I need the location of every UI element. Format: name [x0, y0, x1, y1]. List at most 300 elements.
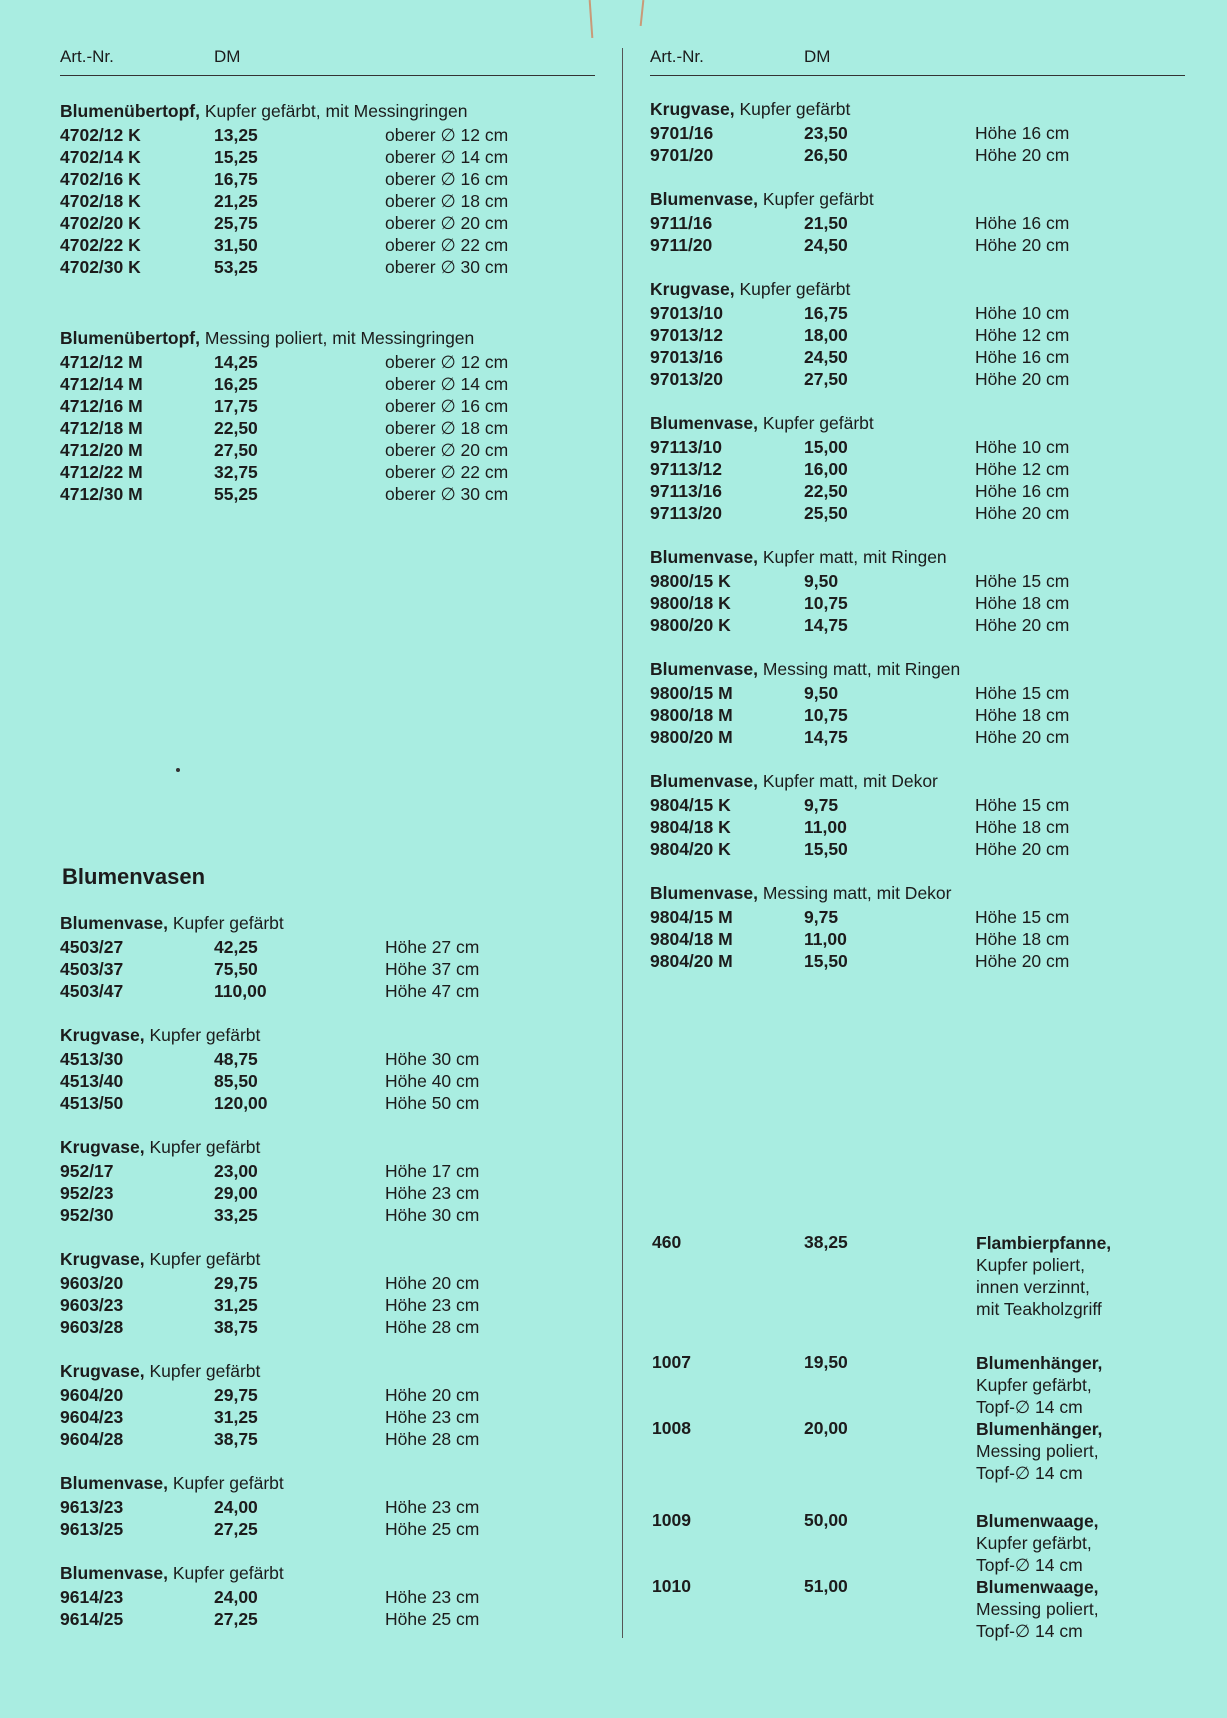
artnr-header: Art.-Nr.	[650, 47, 704, 66]
size-spec: Höhe 10 cm	[975, 303, 1070, 323]
product-row	[650, 436, 1185, 458]
section-title	[650, 412, 1185, 434]
size-spec: oberer ∅ 14 cm	[385, 374, 509, 394]
section-title-material: Kupfer matt, mit Ringen	[757, 547, 947, 567]
price: 31,25	[214, 1407, 258, 1427]
section-title-product: Blumenübertopf,	[60, 101, 200, 121]
price: 31,50	[214, 235, 258, 255]
size-spec: Höhe 50 cm	[385, 1093, 480, 1113]
section-title-material: Kupfer gefärbt	[167, 913, 284, 933]
section-title-material: Messing matt, mit Ringen	[757, 659, 961, 679]
product-description	[976, 1510, 1099, 1576]
product-row	[650, 570, 1185, 592]
price: 25,50	[804, 503, 848, 523]
price: 38,75	[214, 1429, 258, 1449]
description-line: mit Teakholzgriff	[976, 1299, 1102, 1319]
size-spec: Höhe 20 cm	[975, 727, 1070, 747]
price: 9,50	[804, 683, 839, 703]
price: 9,75	[804, 795, 839, 815]
article-number: 4712/30 M	[60, 484, 143, 504]
price: 27,50	[804, 369, 848, 389]
price: 42,25	[214, 937, 258, 957]
article-number: 9613/23	[60, 1497, 124, 1517]
price: 24,00	[214, 1497, 258, 1517]
article-number: 9603/23	[60, 1295, 124, 1315]
size-spec: oberer ∅ 18 cm	[385, 418, 509, 438]
size-spec: Höhe 28 cm	[385, 1429, 480, 1449]
section-title-product: Blumenvase,	[650, 189, 758, 209]
product-row	[60, 351, 595, 373]
price: 85,50	[214, 1071, 258, 1091]
section-title	[650, 188, 1185, 210]
product-row	[650, 928, 1185, 950]
product-section	[60, 1024, 595, 1114]
size-spec: Höhe 30 cm	[385, 1205, 480, 1225]
size-spec: Höhe 16 cm	[975, 213, 1070, 233]
section-title	[60, 327, 595, 349]
product-row	[60, 1586, 595, 1608]
article-number: 9804/20 K	[650, 839, 731, 859]
section-title-product: Krugvase,	[60, 1137, 145, 1157]
section-title-product: Blumenvase,	[650, 659, 758, 679]
price: 38,25	[804, 1232, 848, 1252]
section-title-product: Blumenvase,	[650, 547, 758, 567]
size-spec: Höhe 40 cm	[385, 1071, 480, 1091]
column-divider	[622, 48, 623, 1638]
size-spec: Höhe 23 cm	[385, 1295, 480, 1315]
article-number: 4702/20 K	[60, 213, 141, 233]
article-number: 9800/18 K	[650, 593, 731, 613]
product-row	[650, 704, 1185, 726]
description-line: Topf-∅ 14 cm	[976, 1463, 1083, 1483]
price: 55,25	[214, 484, 258, 504]
section-title-product: Blumenvase,	[650, 771, 758, 791]
description-line: innen verzinnt,	[976, 1277, 1090, 1297]
section-title-material: Kupfer gefärbt	[144, 1249, 261, 1269]
product-row	[60, 1070, 595, 1092]
size-spec: Höhe 16 cm	[975, 481, 1070, 501]
description-line: Topf-∅ 14 cm	[976, 1397, 1083, 1417]
product-section	[650, 882, 1185, 972]
article-number: 4513/40	[60, 1071, 124, 1091]
article-number: 9804/18 M	[650, 929, 733, 949]
section-title-material: Kupfer gefärbt	[167, 1473, 284, 1493]
size-spec: Höhe 17 cm	[385, 1161, 480, 1181]
article-number: 4712/14 M	[60, 374, 143, 394]
size-spec: Höhe 20 cm	[975, 145, 1070, 165]
size-spec: oberer ∅ 30 cm	[385, 484, 509, 504]
product-row	[60, 1160, 595, 1182]
price: 16,75	[804, 303, 848, 323]
price: 29,75	[214, 1273, 258, 1293]
product-row	[60, 1496, 595, 1518]
article-number: 460	[652, 1232, 682, 1252]
article-number: 9800/20 M	[650, 727, 733, 747]
section-title-material: Kupfer gefärbt, mit Messingringen	[200, 101, 468, 121]
article-number: 4712/16 M	[60, 396, 143, 416]
price: 33,25	[214, 1205, 258, 1225]
size-spec: Höhe 20 cm	[385, 1385, 480, 1405]
product-description	[976, 1418, 1102, 1484]
product-row	[60, 417, 595, 439]
section-title	[650, 98, 1185, 120]
article-number: 952/17	[60, 1161, 114, 1181]
size-spec: Höhe 15 cm	[975, 683, 1070, 703]
size-spec: Höhe 23 cm	[385, 1497, 480, 1517]
article-number: 97113/12	[650, 459, 723, 479]
product-name: Blumenwaage,	[976, 1577, 1099, 1597]
size-spec: Höhe 20 cm	[975, 615, 1070, 635]
article-number: 97013/16	[650, 347, 723, 367]
size-spec: oberer ∅ 16 cm	[385, 169, 509, 189]
section-title-product: Blumenvase,	[650, 883, 758, 903]
product-row	[60, 1272, 595, 1294]
product-row	[650, 368, 1185, 390]
product-row	[60, 1406, 595, 1428]
price: 53,25	[214, 257, 258, 277]
product-row	[650, 950, 1185, 972]
product-description	[976, 1232, 1111, 1320]
product-row	[650, 212, 1185, 234]
price: 27,50	[214, 440, 258, 460]
size-spec: Höhe 15 cm	[975, 907, 1070, 927]
size-spec: Höhe 27 cm	[385, 937, 480, 957]
size-spec: Höhe 10 cm	[975, 437, 1070, 457]
product-row	[60, 395, 595, 417]
article-number: 9800/15 K	[650, 571, 731, 591]
section-title	[60, 1360, 595, 1382]
product-row	[60, 439, 595, 461]
section-title-product: Blumenvase,	[60, 1563, 168, 1583]
product-section	[60, 1248, 595, 1338]
section-title-product: Blumenvase,	[60, 913, 168, 933]
price: 10,75	[804, 705, 848, 725]
price: 9,50	[804, 571, 839, 591]
product-section	[650, 278, 1185, 390]
product-row	[60, 1048, 595, 1070]
section-title	[60, 1472, 595, 1494]
product-row	[650, 502, 1185, 524]
size-spec: Höhe 23 cm	[385, 1407, 480, 1427]
article-number: 97013/20	[650, 369, 723, 389]
product-name: Blumenhänger,	[976, 1353, 1103, 1373]
price: 10,75	[804, 593, 848, 613]
section-title-product: Blumenübertopf,	[60, 328, 200, 348]
section-title-material: Kupfer matt, mit Dekor	[757, 771, 938, 791]
size-spec: oberer ∅ 22 cm	[385, 235, 509, 255]
price: 32,75	[214, 462, 258, 482]
price: 25,75	[214, 213, 258, 233]
size-spec: Höhe 16 cm	[975, 347, 1070, 367]
article-number: 97113/10	[650, 437, 723, 457]
article-number: 97013/10	[650, 303, 723, 323]
product-name: Flambierpfanne,	[976, 1233, 1112, 1253]
product-row	[650, 592, 1185, 614]
product-row	[60, 1204, 595, 1226]
size-spec: Höhe 20 cm	[975, 839, 1070, 859]
price: 23,00	[214, 1161, 258, 1181]
product-section	[650, 412, 1185, 524]
article-number: 1010	[652, 1576, 691, 1596]
price: 21,50	[804, 213, 848, 233]
section-title-product: Blumenvase,	[60, 1473, 168, 1493]
product-row	[650, 726, 1185, 748]
size-spec: Höhe 20 cm	[385, 1273, 480, 1293]
price: 75,50	[214, 959, 258, 979]
blumenvasen-heading: Blumenvasen	[62, 864, 206, 889]
product-name: Blumenwaage,	[976, 1511, 1099, 1531]
section-title-material: Kupfer gefärbt	[144, 1137, 261, 1157]
article-number: 97013/12	[650, 325, 723, 345]
dm-header: DM	[214, 47, 241, 66]
section-title-product: Krugvase,	[650, 279, 735, 299]
product-name: Blumenhänger,	[976, 1419, 1103, 1439]
product-row	[650, 816, 1185, 838]
product-row	[650, 794, 1185, 816]
size-spec: Höhe 20 cm	[975, 369, 1070, 389]
product-section	[60, 100, 595, 278]
article-number: 97113/20	[650, 503, 723, 523]
article-number: 4712/20 M	[60, 440, 143, 460]
article-number: 9804/18 K	[650, 817, 731, 837]
size-spec: oberer ∅ 20 cm	[385, 440, 509, 460]
price: 15,25	[214, 147, 258, 167]
article-number: 4503/47	[60, 981, 124, 1001]
size-spec: Höhe 18 cm	[975, 817, 1070, 837]
size-spec: oberer ∅ 30 cm	[385, 257, 509, 277]
product-row	[60, 483, 595, 505]
section-title	[650, 882, 1185, 904]
price: 48,75	[214, 1049, 258, 1069]
price: 20,00	[804, 1418, 848, 1438]
section-title-material: Kupfer gefärbt	[757, 189, 874, 209]
size-spec: Höhe 12 cm	[975, 325, 1070, 345]
size-spec: Höhe 25 cm	[385, 1609, 480, 1629]
price: 14,75	[804, 727, 848, 747]
price: 21,25	[214, 191, 258, 211]
size-spec: Höhe 47 cm	[385, 981, 480, 1001]
price: 24,50	[804, 347, 848, 367]
product-row	[60, 1428, 595, 1450]
article-number: 9800/18 M	[650, 705, 733, 725]
section-title-material: Kupfer gefärbt	[734, 99, 851, 119]
price: 14,25	[214, 352, 258, 372]
size-spec: Höhe 20 cm	[975, 951, 1070, 971]
size-spec: Höhe 28 cm	[385, 1317, 480, 1337]
product-section	[650, 98, 1185, 166]
product-row	[650, 144, 1185, 166]
article-number: 4702/22 K	[60, 235, 141, 255]
article-number: 952/23	[60, 1183, 114, 1203]
description-line: Topf-∅ 14 cm	[976, 1621, 1083, 1641]
article-number: 9804/20 M	[650, 951, 733, 971]
section-title	[60, 1248, 595, 1270]
product-row	[60, 1182, 595, 1204]
article-number: 952/30	[60, 1205, 114, 1225]
product-row	[60, 124, 595, 146]
product-row	[60, 936, 595, 958]
product-row	[650, 234, 1185, 256]
product-row	[650, 302, 1185, 324]
article-number: 4503/27	[60, 937, 124, 957]
price: 27,25	[214, 1609, 258, 1629]
product-description	[976, 1352, 1102, 1418]
size-spec: Höhe 12 cm	[975, 459, 1070, 479]
price: 24,50	[804, 235, 848, 255]
section-title-product: Krugvase,	[60, 1361, 145, 1381]
size-spec: Höhe 30 cm	[385, 1049, 480, 1069]
article-number: 9800/15 M	[650, 683, 733, 703]
product-section	[650, 658, 1185, 748]
product-row	[60, 212, 595, 234]
price: 9,75	[804, 907, 839, 927]
section-title-material: Kupfer gefärbt	[144, 1361, 261, 1381]
section-title	[60, 1136, 595, 1158]
size-spec: oberer ∅ 14 cm	[385, 147, 509, 167]
product-section	[60, 327, 595, 505]
section-title	[60, 912, 595, 934]
size-spec: Höhe 18 cm	[975, 593, 1070, 613]
right-column-header	[650, 45, 1185, 76]
price: 11,00	[804, 817, 847, 837]
product-section	[60, 1360, 595, 1450]
product-row	[60, 980, 595, 1002]
artnr-header: Art.-Nr.	[60, 47, 114, 66]
price: 26,50	[804, 145, 848, 165]
article-number: 4513/30	[60, 1049, 124, 1069]
paper-crease	[640, 0, 645, 26]
price: 16,75	[214, 169, 258, 189]
product-description	[976, 1576, 1099, 1642]
description-line: Topf-∅ 14 cm	[976, 1555, 1083, 1575]
article-number: 4702/16 K	[60, 169, 141, 189]
price: 15,50	[804, 839, 848, 859]
section-title-material: Messing matt, mit Dekor	[757, 883, 952, 903]
article-number: 9701/20	[650, 145, 714, 165]
article-number: 9613/25	[60, 1519, 124, 1539]
size-spec: Höhe 16 cm	[975, 123, 1070, 143]
section-title	[60, 1562, 595, 1584]
price: 11,00	[804, 929, 847, 949]
price: 29,00	[214, 1183, 258, 1203]
product-row	[60, 1316, 595, 1338]
article-number: 1008	[652, 1418, 691, 1438]
article-number: 97113/16	[650, 481, 723, 501]
size-spec: Höhe 18 cm	[975, 705, 1070, 725]
product-row	[60, 373, 595, 395]
article-number: 9804/15 M	[650, 907, 733, 927]
article-number: 4702/18 K	[60, 191, 141, 211]
article-number: 4712/12 M	[60, 352, 143, 372]
product-row	[60, 1518, 595, 1540]
description-line: Messing poliert,	[976, 1441, 1099, 1461]
section-title-material: Kupfer gefärbt	[167, 1563, 284, 1583]
section-title-product: Blumenvase,	[650, 413, 758, 433]
section-title	[60, 100, 595, 122]
price: 22,50	[214, 418, 258, 438]
description-line: Kupfer gefärbt,	[976, 1533, 1092, 1553]
paper-speck	[176, 768, 180, 772]
product-row	[650, 838, 1185, 860]
product-row	[650, 458, 1185, 480]
size-spec: Höhe 23 cm	[385, 1587, 480, 1607]
article-number: 9711/16	[650, 213, 713, 233]
section-title	[650, 278, 1185, 300]
article-number: 9701/16	[650, 123, 714, 143]
section-title-product: Krugvase,	[60, 1249, 145, 1269]
product-section	[60, 912, 595, 1002]
price: 14,75	[804, 615, 848, 635]
article-number: 9603/28	[60, 1317, 124, 1337]
price: 23,50	[804, 123, 848, 143]
article-number: 9804/15 K	[650, 795, 731, 815]
product-row	[650, 906, 1185, 928]
size-spec: oberer ∅ 20 cm	[385, 213, 509, 233]
product-row	[60, 1294, 595, 1316]
section-title	[60, 1024, 595, 1046]
product-section	[60, 1472, 595, 1540]
product-section	[60, 1136, 595, 1226]
section-title-material: Kupfer gefärbt	[144, 1025, 261, 1045]
price: 16,00	[804, 459, 848, 479]
section-title-material: Messing poliert, mit Messingringen	[200, 328, 475, 348]
product-row	[60, 256, 595, 278]
left-column-header	[60, 45, 595, 76]
section-title-material: Kupfer gefärbt	[734, 279, 851, 299]
size-spec: Höhe 18 cm	[975, 929, 1070, 949]
price: 24,00	[214, 1587, 258, 1607]
size-spec: oberer ∅ 12 cm	[385, 125, 509, 145]
product-row	[60, 461, 595, 483]
price: 51,00	[804, 1576, 848, 1596]
article-number: 9604/20	[60, 1385, 124, 1405]
dm-header: DM	[804, 47, 831, 66]
product-section	[650, 770, 1185, 860]
price: 27,25	[214, 1519, 258, 1539]
product-section	[650, 546, 1185, 636]
description-line: Kupfer poliert,	[976, 1255, 1085, 1275]
product-row	[60, 234, 595, 256]
product-section	[60, 1562, 595, 1630]
size-spec: oberer ∅ 12 cm	[385, 352, 509, 372]
product-row	[650, 480, 1185, 502]
price: 120,00	[214, 1093, 268, 1113]
size-spec: oberer ∅ 16 cm	[385, 396, 509, 416]
article-number: 9614/25	[60, 1609, 124, 1629]
price: 15,50	[804, 951, 848, 971]
price: 18,00	[804, 325, 848, 345]
size-spec: Höhe 15 cm	[975, 795, 1070, 815]
price: 16,25	[214, 374, 258, 394]
article-number: 9711/20	[650, 235, 713, 255]
article-number: 4712/18 M	[60, 418, 143, 438]
product-row	[60, 958, 595, 980]
article-number: 4702/12 K	[60, 125, 141, 145]
description-line: Messing poliert,	[976, 1599, 1099, 1619]
price: 19,50	[804, 1352, 848, 1372]
size-spec: Höhe 20 cm	[975, 503, 1070, 523]
article-number: 9614/23	[60, 1587, 124, 1607]
section-title-material: Kupfer gefärbt	[757, 413, 874, 433]
product-row	[650, 614, 1185, 636]
article-number: 4712/22 M	[60, 462, 143, 482]
article-number: 4513/50	[60, 1093, 124, 1113]
price: 50,00	[804, 1510, 848, 1530]
price: 31,25	[214, 1295, 258, 1315]
section-title	[650, 658, 1185, 680]
size-spec: Höhe 15 cm	[975, 571, 1070, 591]
article-number: 4503/37	[60, 959, 124, 979]
